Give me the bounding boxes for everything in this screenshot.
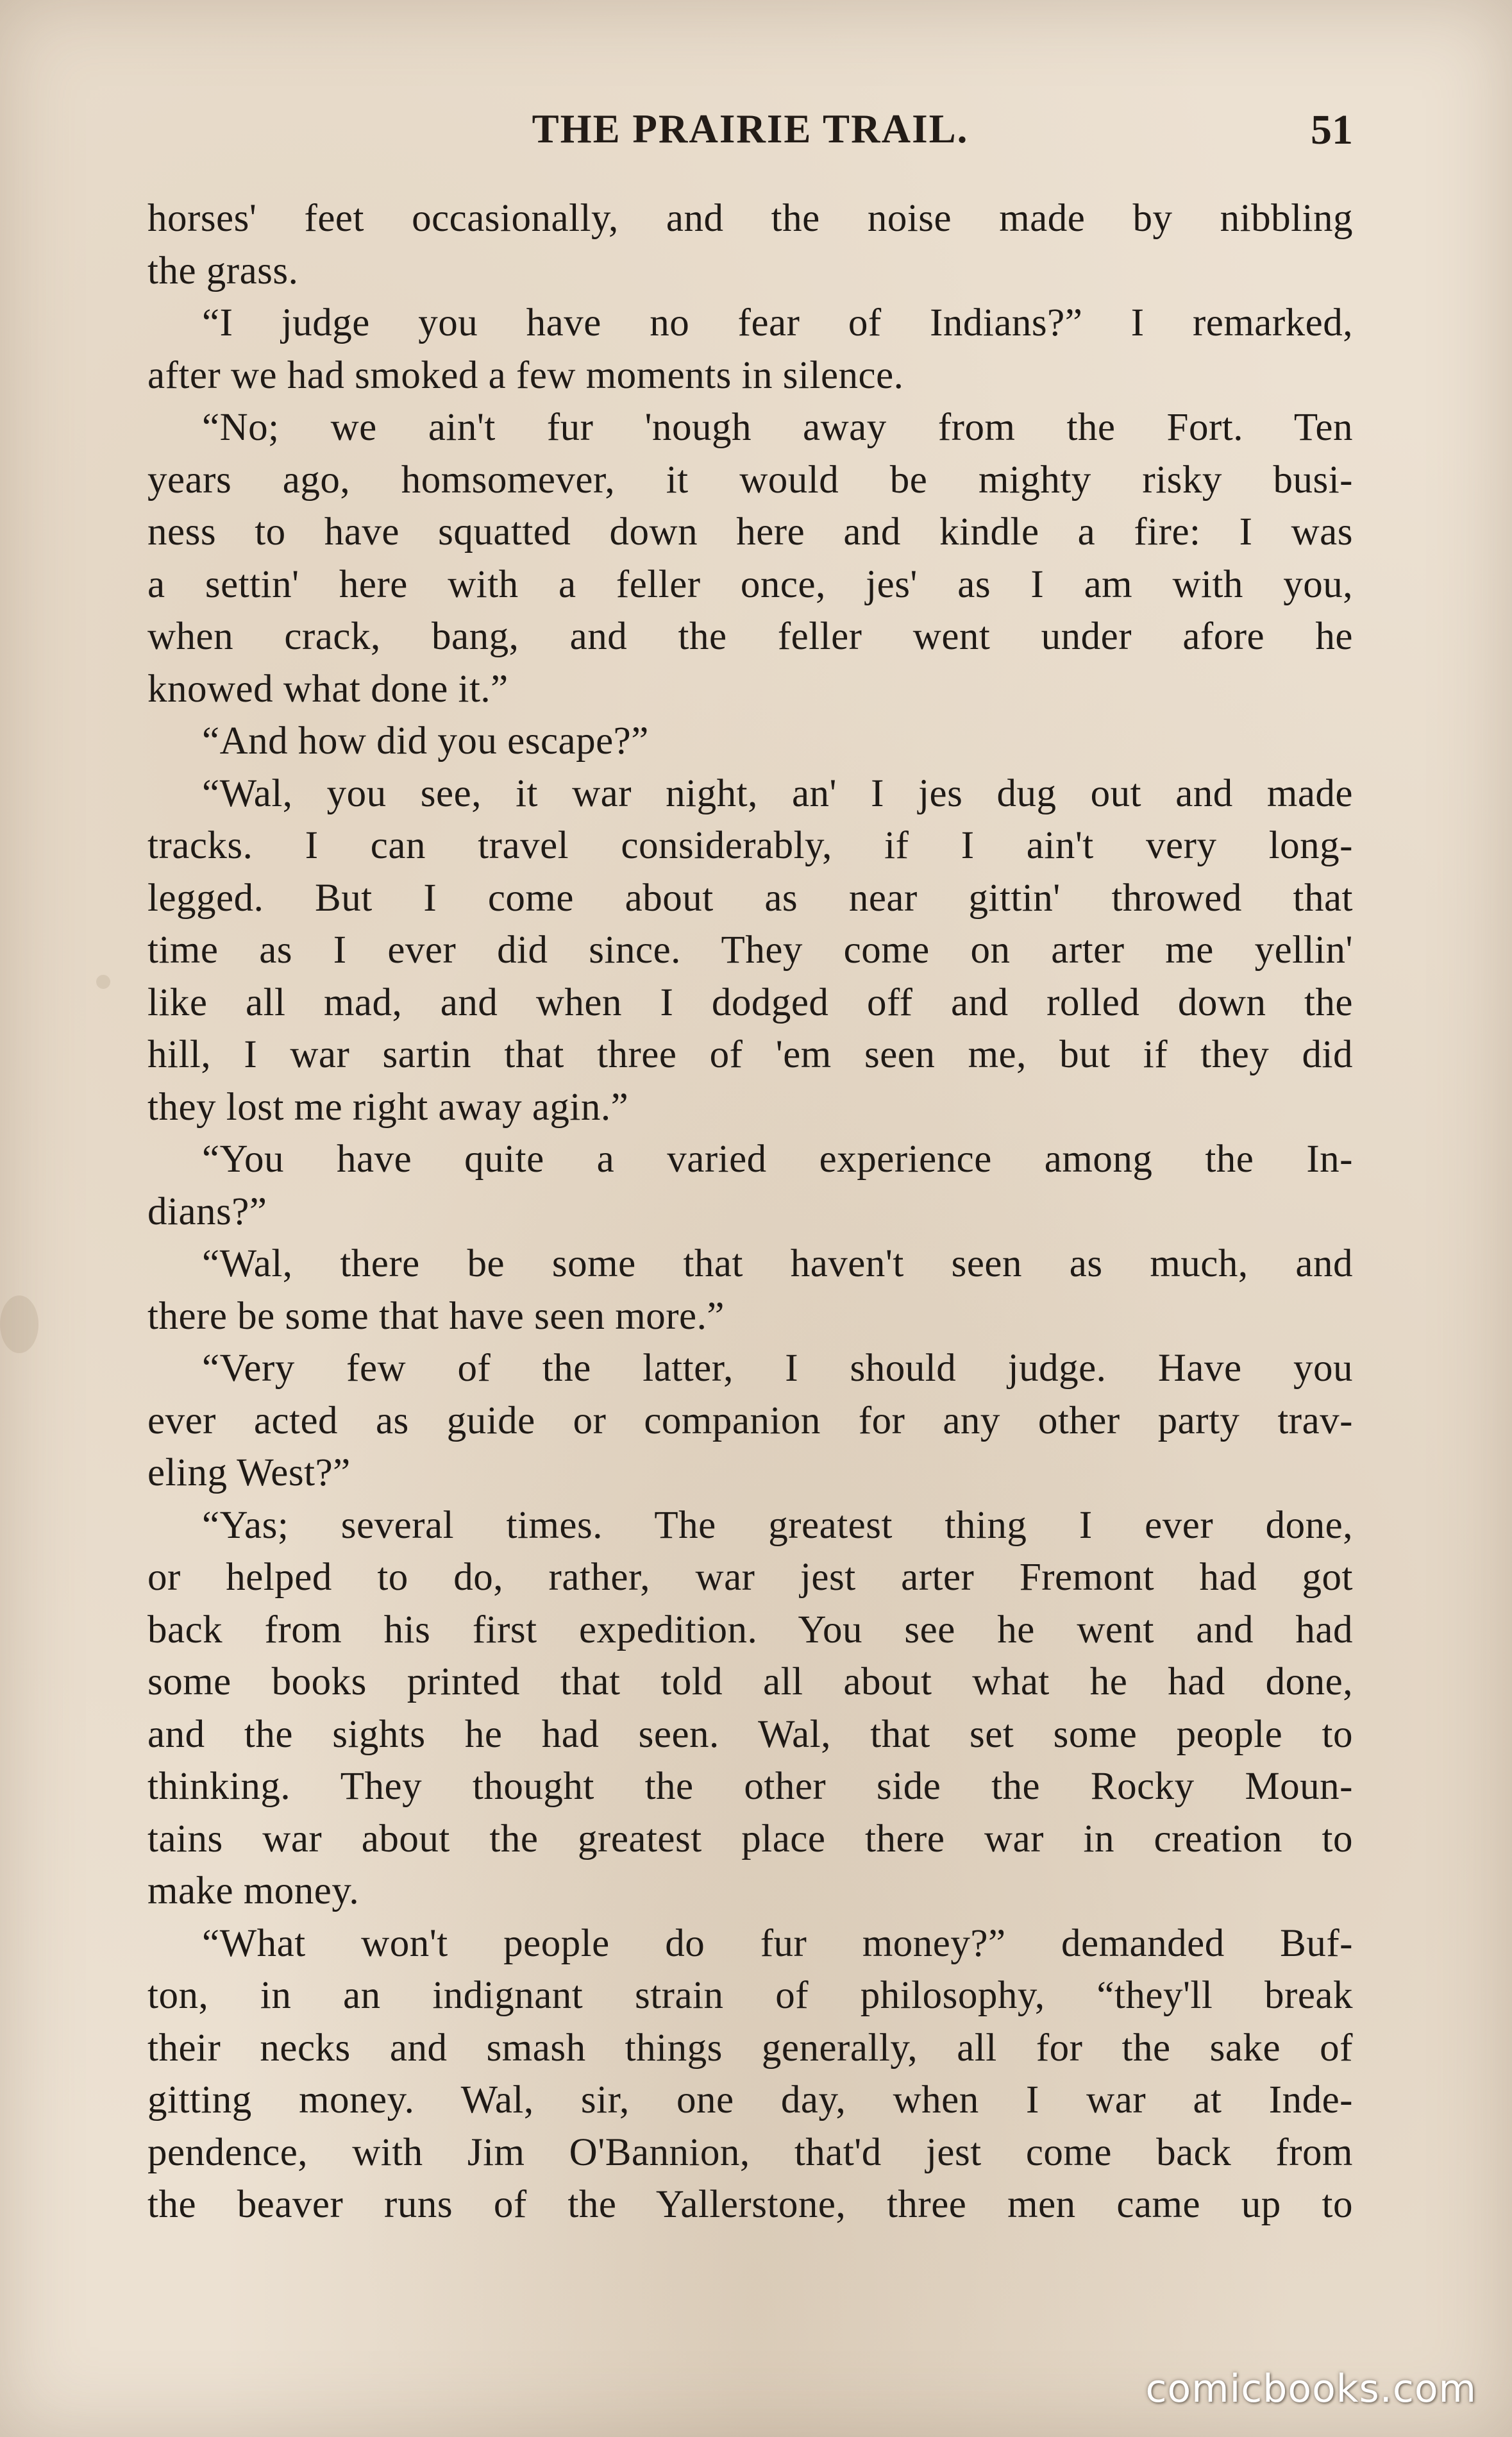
text-line: make money.: [147, 1869, 360, 1912]
text-line: legged. But I come about as near gittin' throwed that: [147, 876, 1353, 920]
text-line: or helped to do, rather, war jest arter Fremont had got: [147, 1556, 1353, 1599]
text-line: gitting money. Wal, sir, one day, when I war at Inde-: [147, 2079, 1353, 2121]
text-line: a settin' here with a feller once, jes' as I am with you,: [147, 562, 1353, 606]
text-line: “Wal, there be some that haven't seen as much, and: [202, 1242, 1353, 1285]
text-line: knowed what done it.”: [147, 667, 508, 711]
text-line: “Wal, you see, it war night, an' I jes dug out and made: [202, 772, 1353, 815]
text-line: “No; we ain't fur 'nough away from the Fort. Ten: [202, 406, 1353, 449]
text-line: back from his first expedition. You see he went and had: [147, 1608, 1353, 1651]
text-line: when crack, bang, and the feller went under afore he: [147, 615, 1353, 658]
text-line: “Yas; several times. The greatest thing I ever done,: [202, 1503, 1353, 1547]
text-line: eling West?”: [147, 1451, 351, 1494]
text-line: ever acted as guide or companion for any other party trav-: [147, 1399, 1353, 1442]
text-line: thinking. They thought the other side the Rocky Moun-: [147, 1765, 1353, 1808]
text-line: some books printed that told all about what he had done,: [147, 1660, 1353, 1703]
text-line: the grass.: [147, 249, 299, 292]
text-line: time as I ever did since. They come on arter me yellin': [147, 929, 1353, 972]
text-line: “Very few of the latter, I should judge. Have you: [202, 1347, 1353, 1390]
text-line: “You have quite a varied experience among the In-: [202, 1138, 1353, 1181]
text-line: dians?”: [147, 1190, 267, 1233]
paper-stain: [96, 975, 110, 989]
body-text: [147, 192, 1353, 2231]
text-line: hill, I war sartin that three of 'em seen me, but if they did: [147, 1033, 1353, 1076]
page-title: THE PRAIRIE TRAIL.: [532, 106, 969, 151]
text-line: horses' feet occasionally, and the noise made by nibbling: [147, 197, 1353, 240]
text-line: “And how did you escape?”: [202, 720, 649, 763]
text-line: years ago, homsomever, it would be mighty risky busi-: [147, 458, 1353, 502]
text-line: after we had smoked a few moments in silence.: [147, 353, 904, 397]
watermark: comicbooks.com: [1145, 2366, 1477, 2411]
page-number: 51: [1311, 106, 1353, 153]
text-line: “What won't people do fur money?” demanded Buf-: [202, 1921, 1353, 1965]
running-head: [147, 106, 1353, 164]
text-line: ness to have squatted down here and kindle a fire: I was: [147, 510, 1353, 553]
text-line: tains war about the greatest place there war in creation to: [147, 1817, 1353, 1860]
text-line: there be some that have seen more.”: [147, 1294, 725, 1338]
text-line: tracks. I can travel considerably, if I ain't very long-: [147, 824, 1353, 867]
text-line: like all mad, and when I dodged off and rolled down the: [147, 981, 1353, 1024]
paper-stain: [0, 1295, 38, 1353]
text-line: ton, in an indignant strain of philosophy, “they'll break: [147, 1974, 1353, 2017]
text-line: pendence, with Jim O'Bannion, that'd jest come back from: [147, 2130, 1353, 2174]
text-line: the beaver runs of the Yallerstone, three men came up to: [147, 2183, 1353, 2226]
text-line: they lost me right away agin.”: [147, 1085, 629, 1129]
text-line: “I judge you have no fear of Indians?” I remarked,: [202, 301, 1353, 344]
text-line: their necks and smash things generally, all for the sake of: [147, 2026, 1353, 2070]
text-line: and the sights he had seen. Wal, that set some people to: [147, 1712, 1353, 1756]
